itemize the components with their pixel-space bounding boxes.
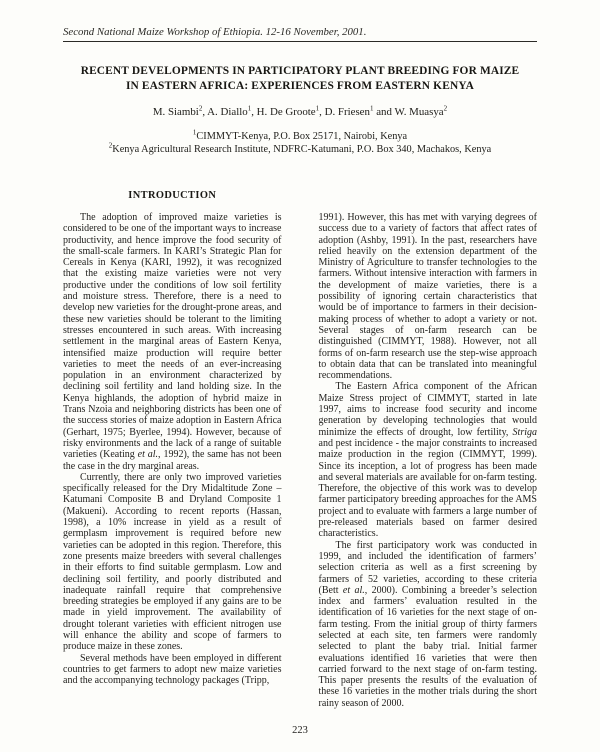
affiliation-2: $^2$Kenya Agricultural Research Institute, NDFRC-Katumani, P.O. Box 340, Machakos, Kenya (108, 141, 492, 155)
intro-paragraph-1: The adoption of improved maize varieties is considered to be one of the important ways to increase productivity, and hence improve the food security of the small-scale farmers. In KARI’s Strategic Plan for Cereals in Kenya (KARI, 1992), it was recognized that the existing maize varieties were not very productive under the conditions of low soil fertility and moisture stress. Therefore, there is a need to develop new varieties for the drought-prone areas, and these new varieties should be tolerant to the limiting stresses encountered in such areas. With increasing settlement in the marginal areas of Eastern Kenya, intensified maize production will require better varieties to meet the needs of an ever-increasing population in an environment characterized by declining soil fertility and land holding size. In the Kenya highlands, the adoption of hybrid maize in Trans Nzoia and neighboring districts has been one of the success stories of maize adoption in Eastern Africa (Gerhart, 1975; Byerlee, 1994). However, because of risky environments and the lack of a range of suitable varieties (Keating et al., 1992), the same has not been the case in the dry marginal areas. (63, 212, 282, 472)
intro-paragraph-5: The first participatory work was conducted in 1999, and included the identification of farmers’ selection criteria as well as a first screening by farmers of 52 varieties, according to these criteria (Bett et al., 2000). Combining a breeder’s selection index and farmers’ evaluation resulted in the identification of 16 varieties for the next stage of on-farm testing. From the initial group of thirty farmers selected at each site, ten farmers were randomly selected to plant the baby trial. Initial farmer evaluations identified 16 varieties that were then carried forward to the next stage of on-farm testing. This paper presents the results of the evaluation of these 16 varieties in the mother trials during the short rainy season of 2000. (318, 539, 537, 709)
paper-title-line-1: RECENT DEVELOPMENTS IN PARTICIPATORY PLANT BREEDING FOR MAIZE (80, 65, 520, 77)
affiliation-1: $^1$CIMMYT-Kenya, P.O. Box 25171, Nairobi, Kenya (192, 128, 408, 142)
column-right (319, 190, 538, 709)
authors-line: M. Siambi$^2$, A. Diallo$^1$, H. De Groote$^1$, D. Friesen$^1$ and W. Muasya$^2$ (152, 104, 448, 118)
running-header-text: Second National Maize Workshop of Ethiopia. 12-16 November, 2001. (63, 26, 367, 38)
intro-paragraph-3-continued: 1991). However, this has met with varying degrees of success due to a variety of factors that affect rates of adoption (Ashby, 1991). In the past, researchers have relied heavily on the extension department of the Ministry of Agriculture to transfer technologies to the farmers. Without intensive interaction with farmers in the development of maize varieties, there is a possibility of ignoring certain characteristics that would be of importance to farmers in their decision-making process of whether to adopt a variety or not. Several stages of on-farm research can be distinguished (CIMMYT, 1988). However, not all forms of on-farm research use the step-wise approach to obtain data that can be translated into meaningful recommendations. (318, 212, 537, 382)
paper-title-line-2: IN EASTERN AFRICA: EXPERIENCES FROM EASTERN KENYA (125, 79, 475, 92)
running-header (63, 26, 537, 42)
affiliations-block (63, 128, 537, 156)
page-number: 223 (292, 725, 308, 736)
section-heading-introduction: INTRODUCTION (128, 190, 217, 201)
intro-paragraph-2: Currently, there are only two improved varieties specifically released for the Dry Midaltitude Zone – Katumani Composite B and Dryland Composite 1 (Makueni). According to recent reports (Hassan, 1998), a 10% increase in yield as a result of germplasm improvement is required before new varieties can be adopted in this region. Therefore, this zone presents maize breeders with several challenges in their efforts to find suitable germplasm. Low and declining soil fertility, and poorly distributed and inadequate rainfall require that comprehensive breeding strategies be employed if any gains are to be made in yield improvement. The availability of drought tolerant varieties with efficient nitrogen use will enhance the ability and scope of farmers to produce maize in these zones. (63, 471, 282, 653)
intro-paragraph-3: Several methods have been employed in different countries to get farmers to adopt new maize varieties and the accompanying technology packages (Tripp, (63, 652, 282, 687)
paper-title (63, 64, 537, 93)
column-left (63, 190, 282, 709)
intro-paragraph-4: The Eastern Africa component of the African Maize Stress project of CIMMYT, started in late 1997, aims to increase food security and income generation by developing technologies that would minimize the effects of drought, low fertility, Striga and pest incidence - the major constraints to increased maize production in the region (CIMMYT, 1999). Since its inception, a lot of progress has been made and several materials are available for on-farm testing. Therefore, the objective of this work was to develop farmer participatory breeding approaches for the AMS project and to evaluate with farmers a large number of pre-released materials based on farmer desired characteristics. (318, 381, 537, 540)
body-columns (63, 190, 537, 709)
